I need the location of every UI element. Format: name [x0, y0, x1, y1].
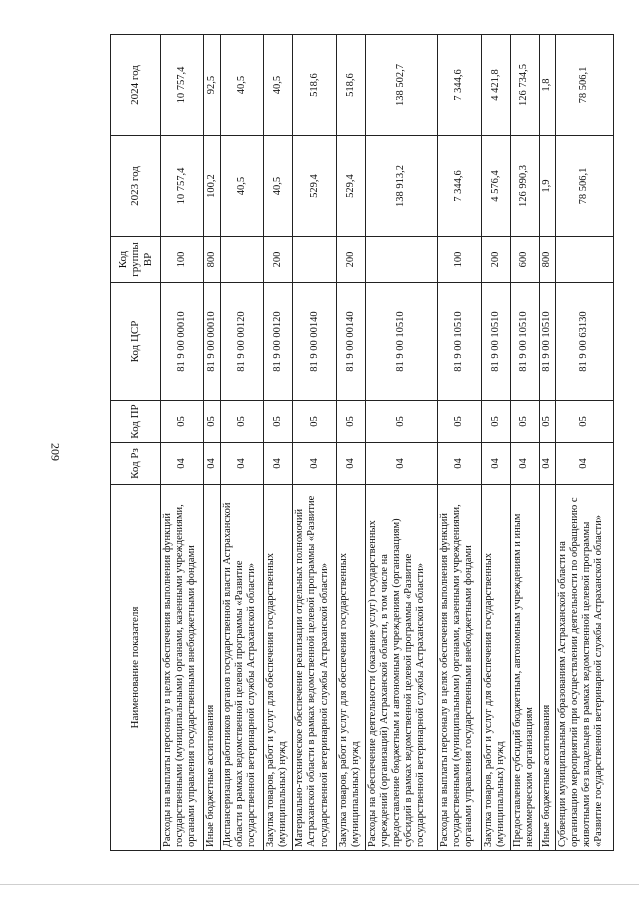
header-2024: 2024 год: [111, 35, 161, 136]
table-row: [556, 35, 614, 851]
page-number: 209: [48, 443, 63, 461]
row-2024: 92,5: [204, 35, 221, 136]
row-2023: 78 506,1: [556, 136, 614, 237]
row-pr: 05: [481, 401, 510, 443]
table-row: [220, 35, 263, 851]
row-vr: [220, 237, 263, 283]
row-csr: 81 9 00 00120: [220, 283, 263, 401]
row-pr: 05: [293, 401, 336, 443]
row-2023: 100,2: [204, 136, 221, 237]
row-rz: 04: [293, 443, 336, 485]
row-csr: 81 9 00 00120: [264, 283, 293, 401]
header-pr: Код ПР: [111, 401, 161, 443]
row-csr: 81 9 00 10510: [365, 283, 437, 401]
scan-edge-line: [0, 884, 639, 885]
row-rz: 04: [161, 443, 204, 485]
row-pr: 05: [264, 401, 293, 443]
row-name: Закупка товаров, работ и услуг для обеспечения государственных (муниципальных) нужд: [336, 485, 365, 851]
table-row: [539, 35, 556, 851]
row-2024: 126 734,5: [510, 35, 539, 136]
table-row: [264, 35, 293, 851]
table-row: [481, 35, 510, 851]
row-name: Материально-техническое обеспечение реализации отдельных полномочий Астраханской области в рамках ведомственной целевой программы «Развитие государственной ветеринарной службы Астраханской области»: [293, 485, 336, 851]
rotated-table-wrapper: [110, 35, 614, 851]
row-pr: 05: [204, 401, 221, 443]
row-name: Закупка товаров, работ и услуг для обеспечения государственных (муниципальных) нужд: [481, 485, 510, 851]
row-2024: 10 757,4: [161, 35, 204, 136]
row-vr: 600: [510, 237, 539, 283]
header-2023: 2023 год: [111, 136, 161, 237]
row-2024: 40,5: [264, 35, 293, 136]
row-rz: 04: [264, 443, 293, 485]
row-csr: 81 9 00 10510: [510, 283, 539, 401]
row-csr: 81 9 00 63130: [556, 283, 614, 401]
row-2024: 78 506,1: [556, 35, 614, 136]
row-pr: 05: [510, 401, 539, 443]
row-pr: 05: [556, 401, 614, 443]
row-vr: 800: [539, 237, 556, 283]
row-pr: 05: [438, 401, 481, 443]
row-2024: 518,6: [293, 35, 336, 136]
row-2024: 7 344,6: [438, 35, 481, 136]
row-2023: 7 344,6: [438, 136, 481, 237]
row-rz: 04: [438, 443, 481, 485]
row-2024: 1,8: [539, 35, 556, 136]
row-rz: 04: [336, 443, 365, 485]
row-pr: 05: [336, 401, 365, 443]
row-pr: 05: [539, 401, 556, 443]
row-vr: 100: [438, 237, 481, 283]
table-row: [438, 35, 481, 851]
row-name: Предоставление субсидий бюджетным, автономным учреждениям и иным некоммерческим организациям: [510, 485, 539, 851]
row-vr: 800: [204, 237, 221, 283]
row-rz: 04: [539, 443, 556, 485]
row-rz: 04: [556, 443, 614, 485]
budget-table: [110, 34, 614, 851]
row-name: Иные бюджетные ассигнования: [204, 485, 221, 851]
header-vr: Код группы ВР: [111, 237, 161, 283]
row-2023: 138 913,2: [365, 136, 437, 237]
row-name: Диспансеризация работников органов государственной власти Астраханской области в рамках ведомственной целевой программы «Развитие государственной ветеринарной службы Астраханской области»: [220, 485, 263, 851]
row-name: Закупка товаров, работ и услуг для обеспечения государственных (муниципальных) нужд: [264, 485, 293, 851]
row-pr: 05: [220, 401, 263, 443]
row-2023: 40,5: [264, 136, 293, 237]
row-vr: 100: [161, 237, 204, 283]
row-csr: 81 9 00 00140: [336, 283, 365, 401]
row-csr: 81 9 00 00140: [293, 283, 336, 401]
row-2024: 4 421,8: [481, 35, 510, 136]
row-2023: 126 990,3: [510, 136, 539, 237]
table-row: [510, 35, 539, 851]
row-rz: 04: [365, 443, 437, 485]
row-csr: 81 9 00 10510: [481, 283, 510, 401]
row-2024: 138 502,7: [365, 35, 437, 136]
row-rz: 04: [481, 443, 510, 485]
row-pr: 05: [161, 401, 204, 443]
row-csr: 81 9 00 00010: [204, 283, 221, 401]
row-pr: 05: [365, 401, 437, 443]
row-csr: 81 9 00 00010: [161, 283, 204, 401]
row-2023: 4 576,4: [481, 136, 510, 237]
row-vr: [293, 237, 336, 283]
row-2023: 1,9: [539, 136, 556, 237]
row-name: Расходы на обеспечение деятельности (оказание услуг) государственных учреждений (организаций) Астраханской области, в том числе на предоставление бюджетным и автономным учреждениям (организациям) субсидий в рамках ведомственной целевой программы «Развитие государственной ветеринарной службы Астраханской области»: [365, 485, 437, 851]
row-rz: 04: [220, 443, 263, 485]
row-vr: 200: [481, 237, 510, 283]
row-2024: 518,6: [336, 35, 365, 136]
header-name: Наименование показателя: [111, 485, 161, 851]
row-csr: 81 9 00 10510: [438, 283, 481, 401]
table-row: [293, 35, 336, 851]
table-row: [204, 35, 221, 851]
row-vr: 200: [336, 237, 365, 283]
row-name: Субвенции муниципальным образованиям Астраханской области на организацию мероприятий при осуществлении деятельности по обращению с животными без владельцев в рамках ведомственной целевой программы «Развитие государственной ветеринарной службы Астраханской области»: [556, 485, 614, 851]
row-rz: 04: [510, 443, 539, 485]
table-row: [336, 35, 365, 851]
row-name: Иные бюджетные ассигнования: [539, 485, 556, 851]
row-name: Расходы на выплаты персоналу в целях обеспечения выполнения функций государственными (муниципальными) органами, казенными учреждениями, органами управления государственными внебюджетными фондами: [438, 485, 481, 851]
row-vr: 200: [264, 237, 293, 283]
row-vr: [556, 237, 614, 283]
row-csr: 81 9 00 10510: [539, 283, 556, 401]
table-row: [365, 35, 437, 851]
row-name: Расходы на выплаты персоналу в целях обеспечения выполнения функций государственными (муниципальными) органами, казенными учреждениями, органами управления государственными внебюджетными фондами: [161, 485, 204, 851]
row-2023: 529,4: [293, 136, 336, 237]
table-row: [161, 35, 204, 851]
row-2024: 40,5: [220, 35, 263, 136]
table-header-row: [111, 35, 161, 851]
row-rz: 04: [204, 443, 221, 485]
header-rz: Код Рз: [111, 443, 161, 485]
header-csr: Код ЦСР: [111, 283, 161, 401]
row-vr: [365, 237, 437, 283]
row-2023: 40,5: [220, 136, 263, 237]
row-2023: 10 757,4: [161, 136, 204, 237]
row-2023: 529,4: [336, 136, 365, 237]
